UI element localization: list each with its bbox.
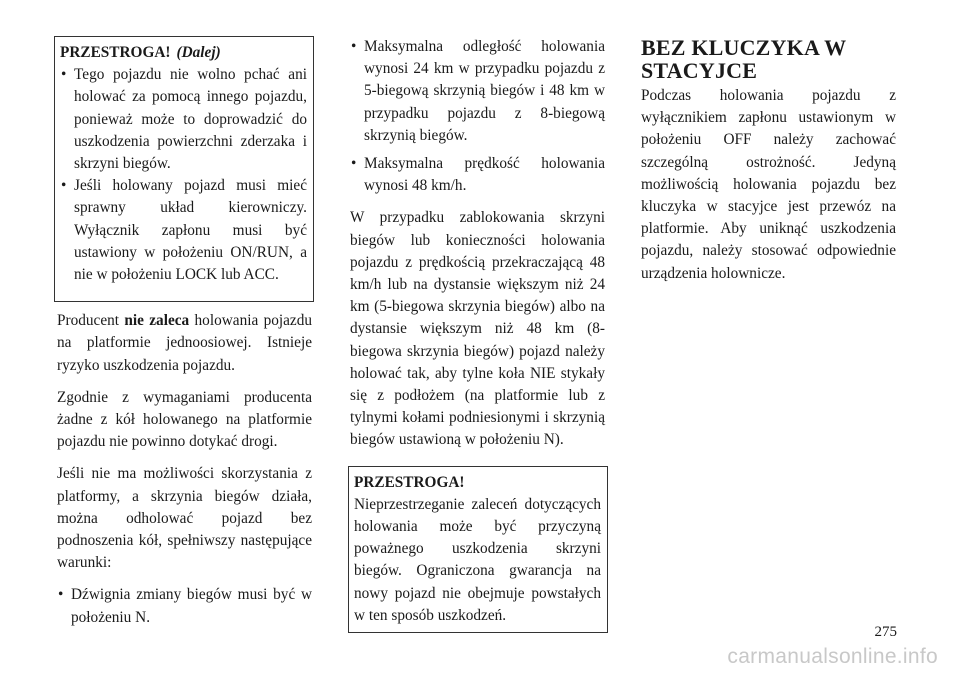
- caution-heading: [60, 42, 307, 64]
- conditions-list-continued: [350, 36, 605, 197]
- caution-box-continued: [54, 36, 314, 302]
- list-item: • Dźwignia zmiany biegów musi być w położeniu N.: [57, 584, 312, 628]
- paragraph: Podczas holowania pojazdu z wyłącznikiem zapłonu ustawionym w położeniu OFF należy zachować szczególną ostrożność. Jedyną możliwością holowania pojazdu bez kluczyka w stacyjce jest przewóz na platformie. Aby uniknąć uszkodzenia pojazdu, należy stosować odpowiednie urządzenia holownicze.: [641, 87, 896, 282]
- caution-title: PRZESTROGA!: [60, 44, 171, 61]
- paragraph: Zgodnie z wymaganiami producenta żadne z kół holowanego na platformie pojazdu nie powinno dotykać drogi.: [57, 388, 312, 451]
- conditions-list: [57, 584, 312, 628]
- caution-continued-label: (Dalej): [176, 44, 221, 61]
- section-heading: BEZ KLUCZYKA W STACYJCE: [641, 35, 846, 83]
- caution-item: • Tego pojazdu nie wolno pchać ani holować za pomocą innego pojazdu, ponieważ może to doprowadzić do uszkodzenia powierzchni zderzaka i skrzyni biegów.: [60, 64, 307, 175]
- caution-box: [348, 466, 608, 633]
- paragraph: Producent nie zaleca holowania pojazdu na platformie jednoosiowej. Istnieje ryzyko uszkodzenia pojazdu.: [57, 312, 313, 374]
- caution-list: [60, 64, 307, 286]
- watermark: carmanualsonline.info: [727, 645, 938, 668]
- page-number: 275: [874, 624, 897, 640]
- paragraph: Jeśli nie ma możliwości skorzystania z platformy, a skrzynia biegów działa, można odholować pojazd bez podnoszenia kół, spełniwszy następujące warunki:: [57, 465, 312, 572]
- column-middle: [350, 36, 605, 641]
- emphasis-text: nie zaleca: [124, 312, 190, 330]
- paragraph: W przypadku zablokowania skrzyni biegów lub konieczności holowania pojazdu z prędkością przekraczającą 48 km/h lub na dystansie większym niż 24 km (5-biegowa skrzynia biegów) albo na dystansie większym niż 48 km (8-biegowa skrzynia biegów) pojazd należy holować tak, aby tylne koła NIE stykały się z podłożem (na platformie lub z tylnymi kołami podniesionymi i skrzynią biegów ustawioną w położeniu N).: [350, 209, 605, 449]
- column-left: [57, 36, 312, 639]
- list-item: • Maksymalna prędkość holowania wynosi 48 km/h.: [350, 153, 605, 197]
- column-right: [641, 36, 896, 295]
- caution-text: Nieprzestrzeganie zaleceń dotyczących holowania może być przyczyną poważnego uszkodzenia skrzyni biegów. Ograniczona gwarancja na nowy pojazd nie obejmuje powstałych w ten sposób uszkodzeń.: [354, 495, 601, 624]
- caution-title: PRZESTROGA!: [354, 473, 465, 491]
- caution-item: • Jeśli holowany pojazd musi mieć sprawny układ kierowniczy. Wyłącznik zapłonu musi być ustawiony w położeniu ON/RUN, a nie w położeniu LOCK lub ACC.: [60, 175, 307, 286]
- list-item: • Maksymalna odległość holowania wynosi 24 km w przypadku pojazdu z 5-biegową skrzynią biegów i 48 km w przypadku pojazdu z 8-biegową skrzynią biegów.: [350, 36, 605, 147]
